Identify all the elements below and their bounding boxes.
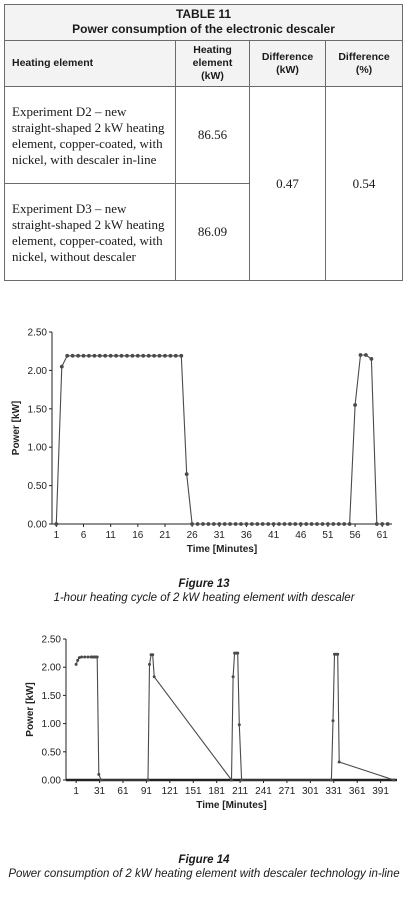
y-tick-label: 1.50 xyxy=(27,404,47,416)
data-point xyxy=(158,354,162,358)
data-point xyxy=(86,656,89,659)
figure-13-caption-block xyxy=(0,577,408,605)
table-header-row xyxy=(5,41,403,87)
x-axis-label: Time [Minutes] xyxy=(196,800,267,811)
data-point xyxy=(153,675,156,678)
data-point xyxy=(76,354,80,358)
table-title-row xyxy=(5,5,403,41)
data-point xyxy=(97,773,100,776)
y-tick-label: 0.50 xyxy=(41,747,61,759)
x-tick-label: 331 xyxy=(325,786,343,797)
data-point xyxy=(141,354,145,358)
x-tick-label: 6 xyxy=(80,530,87,541)
data-point xyxy=(230,779,233,782)
y-axis-label: Power [kW] xyxy=(25,682,36,737)
row-d2-value: 86.56 xyxy=(176,87,250,184)
data-point xyxy=(236,652,239,655)
x-tick-label: 61 xyxy=(117,786,129,797)
data-point xyxy=(80,656,83,659)
data-point xyxy=(179,354,183,358)
figure-13-caption: 1-hour heating cycle of 2 kW heating element with descaler xyxy=(53,592,355,604)
data-point xyxy=(386,522,390,526)
figure-13-chart xyxy=(0,318,408,568)
x-tick-label: 361 xyxy=(348,786,366,797)
data-point xyxy=(148,663,151,666)
power-consumption-table xyxy=(4,4,403,281)
data-point xyxy=(151,653,154,656)
x-tick-label: 271 xyxy=(278,786,296,797)
data-point xyxy=(174,354,178,358)
row-d3-value: 86.09 xyxy=(176,184,250,281)
y-axis-label: Power [kW] xyxy=(11,400,22,456)
figure-14-caption: Power consumption of 2 kW heating element with descaler technology in-line xyxy=(8,868,400,880)
data-point xyxy=(250,522,254,526)
data-point xyxy=(338,761,341,764)
y-tick-label: 0.00 xyxy=(41,775,61,787)
x-tick-label: 121 xyxy=(161,786,179,797)
data-point xyxy=(65,354,69,358)
x-axis-label: Time [Minutes] xyxy=(186,544,258,555)
x-tick-label: 11 xyxy=(105,530,116,541)
y-tick-label: 1.50 xyxy=(41,690,61,702)
data-point xyxy=(60,365,64,369)
data-point xyxy=(288,522,292,526)
y-tick-label: 0.00 xyxy=(27,519,47,531)
data-point xyxy=(277,522,281,526)
data-point xyxy=(283,522,287,526)
data-point xyxy=(330,779,333,782)
data-point xyxy=(93,354,97,358)
data-point xyxy=(392,779,395,782)
x-tick-label: 31 xyxy=(213,530,225,541)
data-point xyxy=(266,522,270,526)
row-d3-description: Experiment D3 – new straight-shaped 2 kW heating element, copper-coated, with nickel, without descaler xyxy=(5,184,176,281)
data-point xyxy=(169,354,173,358)
series-line xyxy=(76,653,394,780)
data-point xyxy=(353,403,357,407)
difference-kw-value: 0.47 xyxy=(250,87,326,281)
figure-14-plot xyxy=(0,625,408,825)
data-point xyxy=(185,472,189,476)
table-title xyxy=(5,5,403,41)
x-tick-label: 211 xyxy=(232,786,249,797)
x-tick-label: 61 xyxy=(376,530,388,541)
y-tick-label: 0.50 xyxy=(27,481,47,493)
data-point xyxy=(147,779,150,782)
data-point xyxy=(370,357,374,361)
table-number: TABLE 11 xyxy=(175,7,232,21)
data-point xyxy=(120,354,124,358)
data-point xyxy=(98,354,102,358)
data-point xyxy=(337,522,341,526)
data-point xyxy=(342,522,346,526)
y-tick-label: 2.50 xyxy=(41,634,61,646)
data-point xyxy=(54,522,58,526)
data-point xyxy=(223,522,227,526)
y-tick-label: 1.00 xyxy=(27,442,47,454)
x-tick-label: 41 xyxy=(268,530,280,541)
x-tick-label: 91 xyxy=(140,786,152,797)
header-difference-kw: Difference (kW) xyxy=(250,41,326,87)
data-point xyxy=(207,522,211,526)
x-tick-label: 36 xyxy=(240,530,253,541)
data-point xyxy=(87,354,91,358)
x-tick-label: 51 xyxy=(322,530,334,541)
data-point xyxy=(147,354,151,358)
data-point xyxy=(109,354,113,358)
y-tick-label: 2.00 xyxy=(27,365,47,377)
data-point xyxy=(196,522,200,526)
figure-14-chart xyxy=(0,625,408,825)
data-point xyxy=(152,354,156,358)
data-point xyxy=(82,354,86,358)
y-tick-label: 2.50 xyxy=(27,327,47,339)
data-point xyxy=(100,779,103,782)
data-point xyxy=(326,522,330,526)
data-point xyxy=(163,354,167,358)
data-point xyxy=(103,354,107,358)
difference-pct-value: 0.54 xyxy=(326,87,403,281)
data-point xyxy=(364,353,368,357)
data-point xyxy=(136,354,140,358)
x-tick-label: 46 xyxy=(295,530,307,541)
data-point xyxy=(212,522,216,526)
data-point xyxy=(239,522,243,526)
figure-14-caption-block xyxy=(0,853,408,881)
data-point xyxy=(348,522,352,526)
x-tick-label: 56 xyxy=(349,530,361,541)
x-tick-label: 241 xyxy=(255,786,272,797)
data-point xyxy=(83,656,86,659)
data-point xyxy=(332,719,335,722)
data-point xyxy=(232,675,235,678)
row-d2-description: Experiment D2 – new straight-shaped 2 kW heating element, copper-coated, with nickel, with descaler in-line xyxy=(5,87,176,184)
data-point xyxy=(238,723,241,726)
data-point xyxy=(321,522,325,526)
y-tick-label: 2.00 xyxy=(41,662,61,674)
header-difference-pct: Difference (%) xyxy=(326,41,403,87)
data-point xyxy=(131,354,135,358)
x-tick-label: 1 xyxy=(53,530,60,541)
y-tick-label: 1.00 xyxy=(41,719,61,731)
data-point xyxy=(272,522,276,526)
data-point xyxy=(293,522,297,526)
data-point xyxy=(310,522,314,526)
data-point xyxy=(234,522,238,526)
data-point xyxy=(240,779,243,782)
data-point xyxy=(380,522,384,526)
data-point xyxy=(331,522,335,526)
data-point xyxy=(114,354,118,358)
figure-13-plot xyxy=(0,318,408,568)
header-heating-element: Heating element xyxy=(5,41,176,87)
x-tick-label: 31 xyxy=(94,786,106,797)
x-tick-label: 151 xyxy=(184,786,202,797)
data-point xyxy=(96,656,99,659)
table-11 xyxy=(4,4,402,281)
data-point xyxy=(190,522,194,526)
data-point xyxy=(255,522,259,526)
x-tick-label: 301 xyxy=(302,786,319,797)
header-heating-kw: Heating element (kW) xyxy=(176,41,250,87)
data-point xyxy=(217,522,221,526)
data-point xyxy=(299,522,303,526)
data-point xyxy=(245,522,249,526)
data-point xyxy=(75,663,78,666)
data-point xyxy=(228,522,232,526)
data-point xyxy=(261,522,265,526)
table-caption: Power consumption of the electronic descaler xyxy=(72,22,335,36)
x-tick-label: 181 xyxy=(208,786,226,797)
data-point xyxy=(336,653,339,656)
data-point xyxy=(315,522,319,526)
data-point xyxy=(201,522,205,526)
figure-13-label: Figure 13 xyxy=(178,578,230,590)
data-point xyxy=(125,354,129,358)
x-tick-label: 1 xyxy=(73,786,79,797)
x-tick-label: 21 xyxy=(159,530,171,541)
data-point xyxy=(375,522,379,526)
data-point xyxy=(71,354,75,358)
x-tick-label: 26 xyxy=(186,530,198,541)
data-point xyxy=(304,522,308,526)
data-point xyxy=(359,353,363,357)
table-row xyxy=(5,87,403,184)
figure-14-label: Figure 14 xyxy=(178,854,230,866)
x-tick-label: 16 xyxy=(132,530,144,541)
data-point xyxy=(76,659,79,662)
x-tick-label: 391 xyxy=(372,786,389,797)
series-line xyxy=(56,355,387,524)
